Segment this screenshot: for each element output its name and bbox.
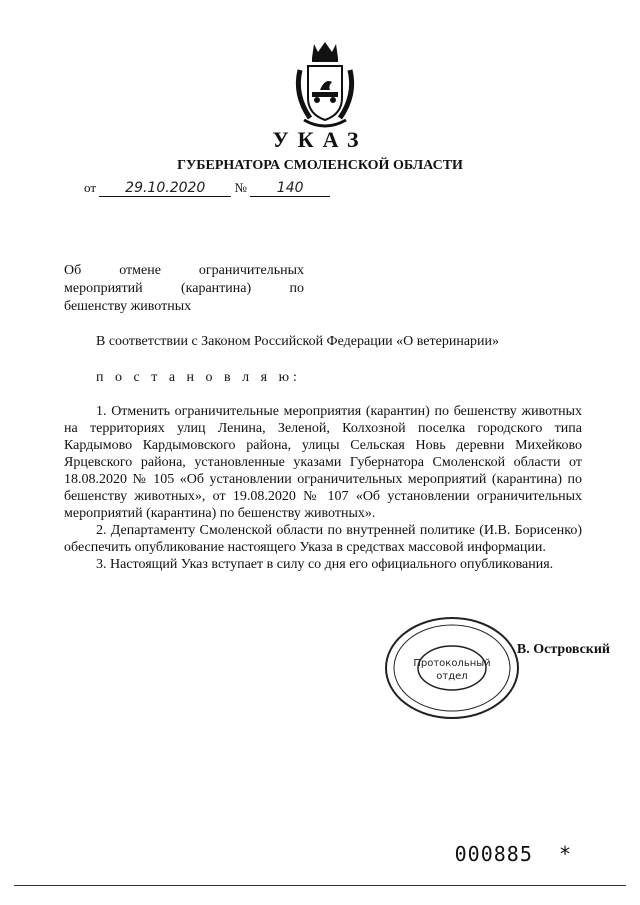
decree-word: п о с т а н о в л я ю:	[96, 370, 301, 385]
date-field: 29.10.2020	[99, 180, 231, 197]
doc-number: 000885	[454, 842, 533, 866]
decree-item: 2. Департаменту Смоленской области по внутренней политике (И.В. Борисенко) обеспечить опубликование настоящего Указа в средствах массовой информации.	[64, 523, 582, 555]
official-stamp	[380, 614, 530, 722]
decree-item: 1. Отменить ограничительные мероприятия (карантин) по бешенству животных на территориях улиц Ленина, Зеленой, Колхозной поселка городского типа Кардымово Кардымовского района, улицы Сельская Новь деревни Михейково Ярцевского района, установленные указами Губернатора Смоленской области от 18.08.2020 № 105 «Об установлении ограничительных мероприятий (карантина) по бешенству животных», от 19.08.2020 № 107 «Об установлении ограничительных мероприятий (карантина) по бешенству животных».	[64, 404, 582, 521]
document-subtitle: ГУБЕРНАТОРА СМОЛЕНСКОЙ ОБЛАСТИ	[177, 158, 463, 173]
preamble: В соответствии с Законом Российской Федерации «О ветеринарии»	[96, 334, 500, 349]
number-field: 140	[250, 180, 330, 197]
subject-line: бешенству животных	[64, 299, 192, 314]
signature-name: В. Островский	[516, 642, 610, 657]
subject-line: Об отмене ограничительных	[64, 263, 304, 278]
date-number-line	[84, 180, 330, 197]
decree-items	[64, 403, 582, 573]
stamp-center-line1: Протокольный	[413, 658, 491, 669]
subject-block	[64, 262, 304, 316]
doc-mark: *	[558, 842, 572, 866]
bottom-divider	[14, 885, 626, 886]
document-title: УКАЗ	[272, 127, 368, 152]
coat-of-arms-icon	[290, 40, 360, 130]
stamp-center-line2: отдел	[436, 671, 468, 682]
date-prefix: от	[84, 180, 97, 195]
subject-line: мероприятий (карантина) по	[64, 281, 304, 296]
number-sign: №	[234, 180, 247, 195]
decree-item: 3. Настоящий Указ вступает в силу со дня его официального опубликования.	[96, 557, 554, 572]
document-registration-number	[455, 842, 572, 866]
